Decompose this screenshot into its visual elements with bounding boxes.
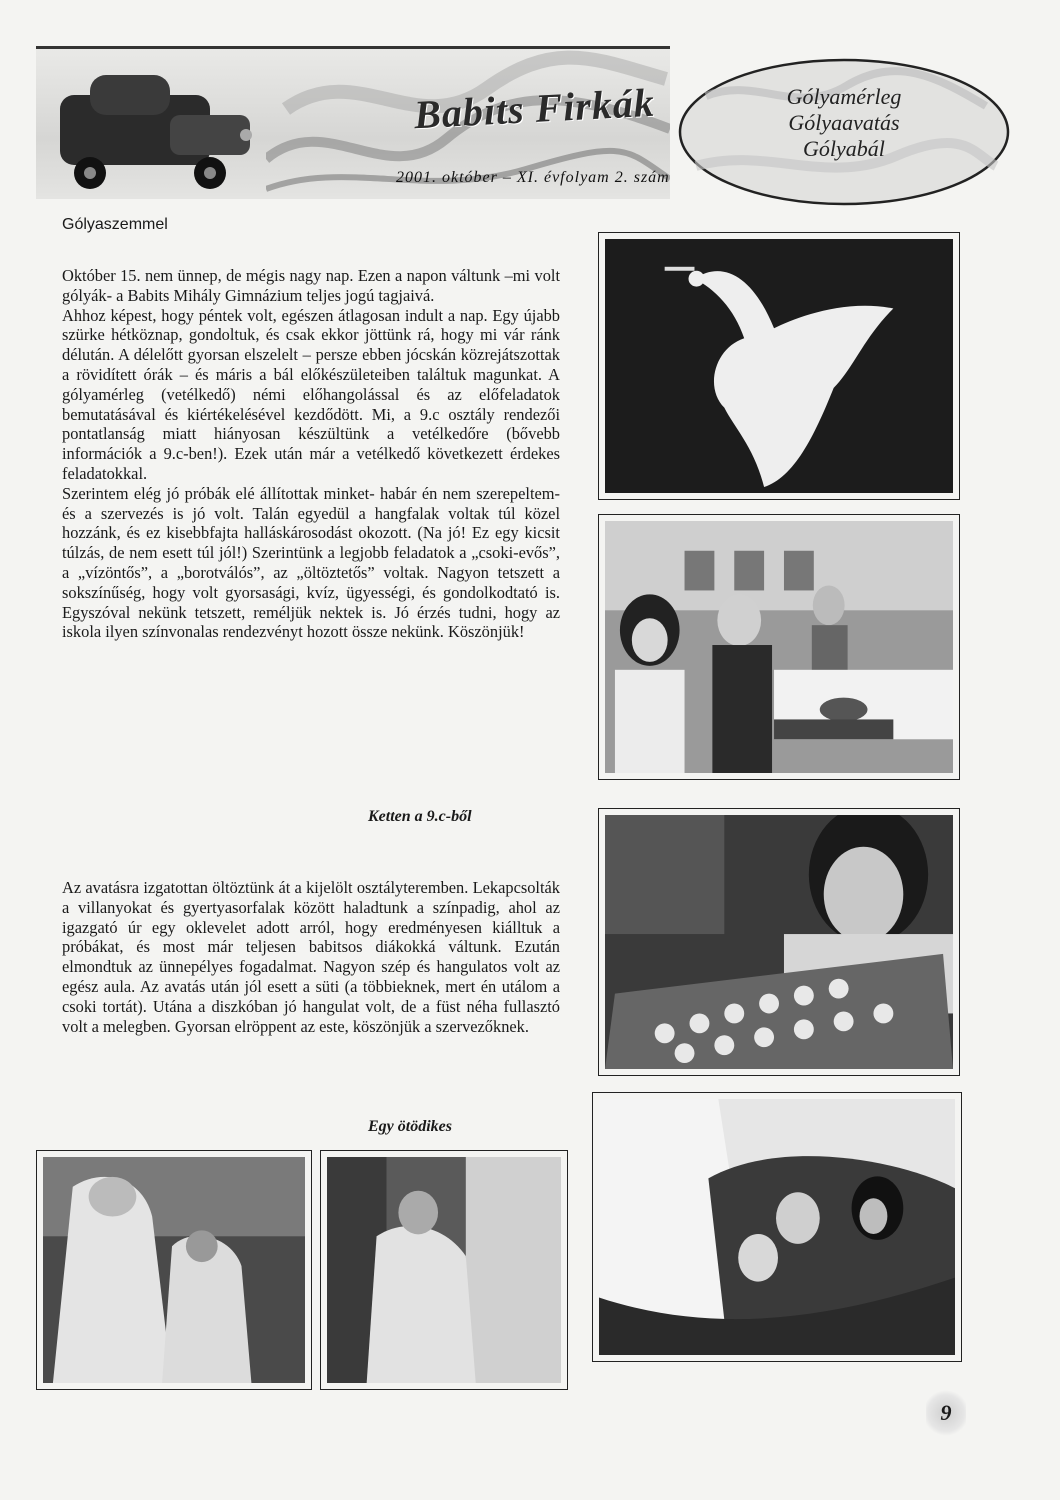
article-paragraph: Az avatásra izgatottan öltöztünk át a kijelölt osztályteremben. Lekapcsolták a villanyokat és gyertyasorfalak között haladtunk a színpadig, ahol az igazgató úr egy oklevelet adott arról, hogy eredményesen kiálltuk a próbákat, és most már teljesen babitsos diákokká váltunk. Ezután elmondtuk az ünnepélyes fogadalmat. Nagyon szép és hangulatos volt az egész aula. Az avatás után jól esett a süti (a többieknek, mert én utálom a csoki tortát). Utána a diszkóban jó hangulat volt, de a füst néha fullasztó volt a melegben. Gyorsan elröppent az este, köszönjük a szervezőknek. xyxy=(62,878,560,1036)
cupcakes-image xyxy=(605,815,953,1069)
topic-item: Gólyamérleg xyxy=(786,84,902,109)
article-paragraph: Szerintem elég jó próbák elé állítottak minket- habár én nem szerepeltem- és a szervezés is jó volt. Talán egyedül a hangfalak voltak túl közel hozzánk, és ez kisebbfajta halláskárosodást okozott. (Na jó! Ez egy kicsit túlzás, de nem esett túl jól!) Szerintünk a legjobb feladatok a „csoki-evős”, a „vízöntős”, a „borotválós”, az „öltöztetős” voltak. Nagyon tetszett a sokszínűség, hogy volt gyorsasági, kvíz, ügyességi, és gondolkodtató is. Egyszóval nekünk tetszett, reméljük nektek is. Jó érzés tudni, hogy az iskola ilyen színvonalas rendezvényt hozott össze nekünk. Köszönjük! xyxy=(62,483,560,642)
girls-image xyxy=(599,1099,955,1355)
topic-item: Gólyaavatás xyxy=(788,110,900,135)
vintage-car-illustration xyxy=(50,75,260,195)
event-image xyxy=(605,521,953,773)
article-byline: Egy ötödikes xyxy=(368,1118,452,1135)
photo-girl-cupcakes xyxy=(598,808,960,1076)
costume-image-1 xyxy=(43,1157,305,1383)
masthead-title: Babits Firkák xyxy=(412,79,656,138)
photo-costume-2 xyxy=(320,1150,568,1390)
topics-ellipse xyxy=(676,56,1012,208)
photo-event-tables xyxy=(598,514,960,780)
masthead-banner xyxy=(36,46,670,199)
article-byline: Ketten a 9.c-ből xyxy=(368,808,472,825)
page-number: 9 xyxy=(926,1390,966,1436)
stork-image xyxy=(605,239,953,493)
article-body xyxy=(62,266,560,642)
photo-costume-1 xyxy=(36,1150,312,1390)
article-heading: Gólyaszemmel xyxy=(62,216,168,233)
photo-stork-decoration xyxy=(598,232,960,500)
article-paragraph: Október 15. nem ünnep, de mégis nagy nap. Ezen a napon váltunk –mi volt gólyák- a Babits Mihály Gimnázium teljes jogú tagjaivá. xyxy=(62,266,560,305)
photo-girls-wall xyxy=(592,1092,962,1362)
article-body xyxy=(62,878,560,1036)
topic-item: Gólyabál xyxy=(803,136,885,161)
masthead-issue: 2001. október – XI. évfolyam 2. szám xyxy=(396,169,670,186)
article-paragraph: Ahhoz képest, hogy péntek volt, egészen átlagosan indult a nap. Egy újabb szürke hétköznap, gondoltuk, és csak ekkor jöttünk rá, hogy mi vár ránk délután. A délelőtt gyorsan elszelelt – persze ebben jócskán közrejátszottak a rövidített órák – és máris a bál előkészületeiben találtuk magunkat. A gólyamérleg (vetélkedő) némi előhangolással és az előfeladatok bemutatásával és kiértékelésével kezdődött. Mi, a 9.c osztály rendezői pontatlanság miatt hiányosan készültünk a vetélkedőre (bővebb információk a 9.c-ben!). Ezek után már a vetélkedő következett érdekes feladatokkal. xyxy=(62,305,560,483)
costume-image-2 xyxy=(327,1157,561,1383)
topics-list xyxy=(676,84,1012,162)
